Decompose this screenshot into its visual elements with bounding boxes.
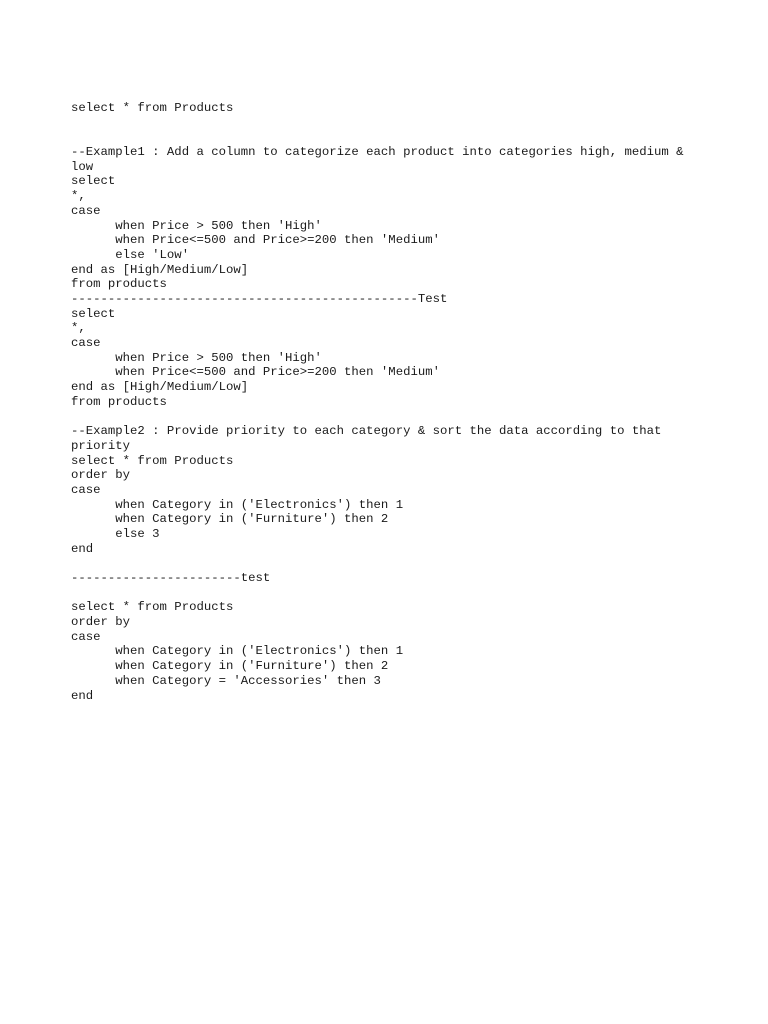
code-line: case <box>71 203 101 218</box>
code-line: select * from Products <box>71 600 234 615</box>
code-line: when Category in ('Electronics') then 1 <box>71 497 404 512</box>
code-line: end <box>71 541 94 556</box>
code-line: order by <box>71 468 131 483</box>
code-line: case <box>71 336 101 350</box>
code-line: select * from Products <box>71 101 234 115</box>
code-line <box>71 586 711 601</box>
code-line: *, <box>71 189 86 204</box>
code-line: low <box>71 159 94 174</box>
code-line <box>71 116 711 131</box>
code-line: --Example2 : Provide priority to each category & sort the data according to that <box>71 424 662 439</box>
code-line: case <box>71 482 101 497</box>
code-line <box>71 409 711 424</box>
code-line: when Category in ('Furniture') then 2 <box>71 659 389 674</box>
code-line: select <box>71 174 116 189</box>
sql-code-block <box>71 101 711 703</box>
code-line: --Example1 : Add a column to categorize each product into categories high, medium & <box>71 145 684 160</box>
code-line <box>71 130 711 145</box>
code-line: end <box>71 688 94 703</box>
code-line: order by <box>71 615 131 630</box>
code-line: else 'Low' <box>71 247 190 262</box>
code-line: when Price > 500 then 'High' <box>71 350 322 365</box>
code-line: priority <box>71 438 131 453</box>
code-line: *, <box>71 321 86 336</box>
code-line: select * from Products <box>71 453 234 468</box>
code-line <box>71 556 711 571</box>
code-line: when Category = 'Accessories' then 3 <box>71 673 381 688</box>
code-line: from products <box>71 394 167 409</box>
code-line: select <box>71 306 116 321</box>
code-line: end as [High/Medium/Low] <box>71 262 249 277</box>
code-line: when Price<=500 and Price>=200 then 'Medium' <box>71 365 440 380</box>
code-line: when Price > 500 then 'High' <box>71 218 322 233</box>
code-line: case <box>71 629 101 644</box>
code-line: from products <box>71 277 167 292</box>
code-line: else 3 <box>71 526 160 541</box>
code-line: -----------------------test <box>71 571 271 585</box>
code-line: when Category in ('Furniture') then 2 <box>71 512 389 527</box>
code-line: when Category in ('Electronics') then 1 <box>71 644 404 659</box>
code-line: -----------------------------------------------Test <box>71 291 448 306</box>
code-line: end as [High/Medium/Low] <box>71 380 249 395</box>
code-line: when Price<=500 and Price>=200 then 'Medium' <box>71 233 440 248</box>
